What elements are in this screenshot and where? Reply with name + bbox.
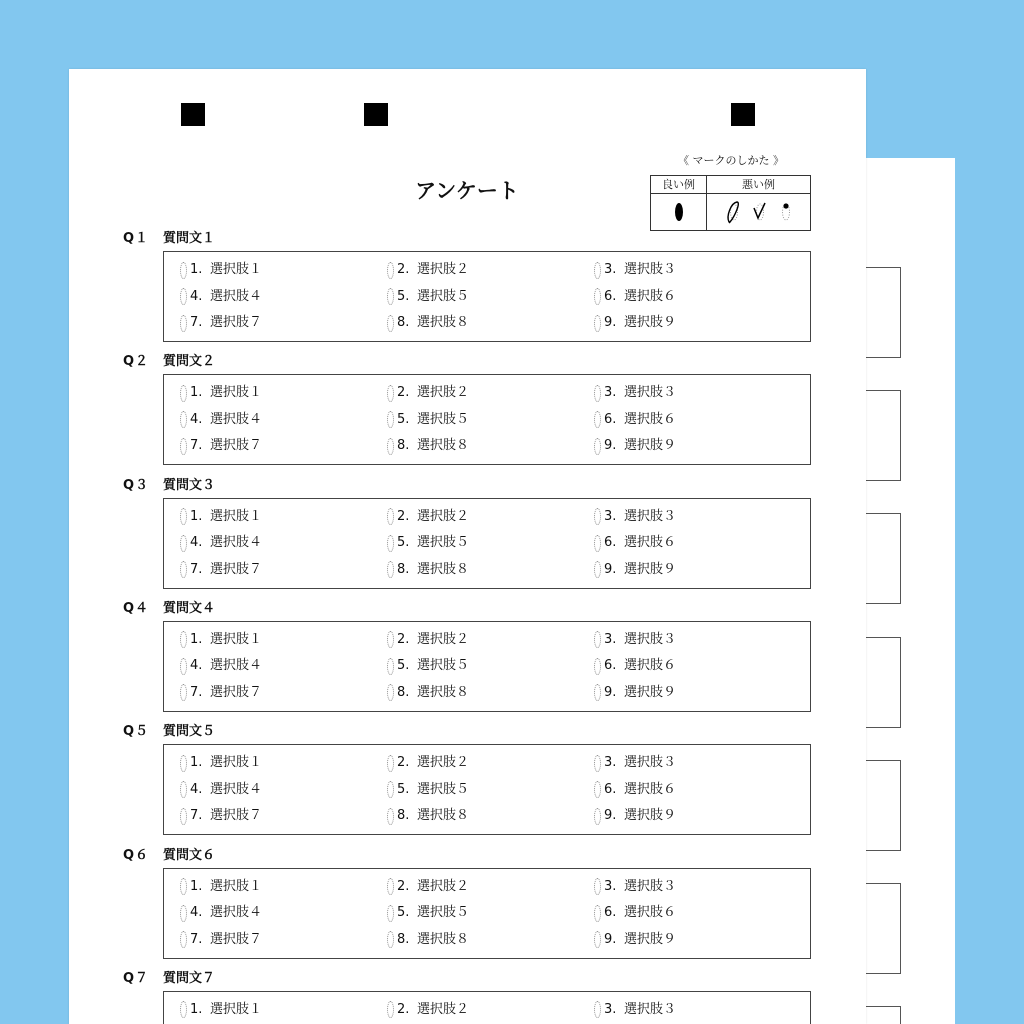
option-item <box>180 631 262 649</box>
option-number: 8. <box>397 931 410 947</box>
option-label: 選択肢８ <box>417 808 470 824</box>
option-label: 選択肢５ <box>417 535 470 551</box>
option-item <box>180 384 262 402</box>
option-label: 選択肢３ <box>624 631 677 647</box>
option-item <box>387 931 469 949</box>
question-block <box>69 478 866 608</box>
option-item <box>180 261 262 279</box>
answer-bubble-icon <box>387 438 394 455</box>
option-label: 選択肢１ <box>210 878 263 894</box>
answer-bubble-icon <box>180 438 187 455</box>
options-box <box>163 991 811 1024</box>
option-label: 選択肢３ <box>624 1001 677 1017</box>
question-text: 質問文４ <box>163 600 216 616</box>
option-label: 選択肢２ <box>417 631 470 647</box>
option-item <box>180 684 262 702</box>
option-label: 選択肢５ <box>417 781 470 797</box>
option-item <box>180 437 262 455</box>
option-item <box>594 437 676 455</box>
option-item <box>180 288 262 306</box>
bad-example-label: 悪い例 <box>707 176 810 194</box>
option-item <box>594 631 676 649</box>
option-label: 選択肢６ <box>624 658 677 674</box>
option-number: 9. <box>604 808 617 824</box>
answer-bubble-icon <box>180 878 187 895</box>
option-number: 8. <box>397 438 410 454</box>
option-label: 選択肢４ <box>210 781 263 797</box>
answer-bubble-icon <box>594 684 601 701</box>
option-item <box>387 1001 469 1019</box>
answer-bubble-icon <box>594 508 601 525</box>
answer-bubble-icon <box>594 438 601 455</box>
answer-bubble-icon <box>387 755 394 772</box>
option-item <box>180 878 262 896</box>
option-label: 選択肢８ <box>417 315 470 330</box>
option-number: 5. <box>397 535 410 551</box>
option-number: 1. <box>190 631 203 647</box>
option-number: 7. <box>190 561 203 577</box>
option-number: 3. <box>604 262 617 277</box>
option-item <box>387 657 469 675</box>
option-item <box>180 1001 262 1019</box>
answer-bubble-icon <box>387 905 394 922</box>
option-number: 3. <box>604 878 617 894</box>
option-item <box>594 411 676 429</box>
options-box <box>163 744 811 835</box>
option-label: 選択肢７ <box>210 931 263 947</box>
option-label: 選択肢２ <box>417 1001 470 1017</box>
option-number: 2. <box>397 508 410 524</box>
option-number: 7. <box>190 808 203 824</box>
answer-bubble-icon <box>180 658 187 675</box>
option-item <box>180 904 262 922</box>
option-item <box>180 754 262 772</box>
option-number: 1. <box>190 385 203 401</box>
option-label: 選択肢８ <box>417 561 470 577</box>
option-item <box>180 931 262 949</box>
answer-bubble-icon <box>594 1001 601 1018</box>
option-item <box>594 904 676 922</box>
option-item <box>594 657 676 675</box>
answer-bubble-icon <box>594 385 601 402</box>
option-label: 選択肢２ <box>417 508 470 524</box>
option-number: 6. <box>604 781 617 797</box>
option-number: 8. <box>397 684 410 700</box>
option-label: 選択肢７ <box>210 808 263 824</box>
option-number: 4. <box>190 535 203 551</box>
option-number: 5. <box>397 905 410 920</box>
answer-bubble-icon <box>387 684 394 701</box>
option-label: 選択肢２ <box>417 385 470 401</box>
answer-bubble-icon <box>594 315 601 332</box>
answer-bubble-icon <box>594 755 601 772</box>
option-item <box>594 931 676 949</box>
question-text: 質問文１ <box>163 231 216 246</box>
option-label: 選択肢２ <box>417 755 470 771</box>
option-label: 選択肢５ <box>417 288 470 304</box>
answer-bubble-icon <box>387 385 394 402</box>
option-label: 選択肢３ <box>624 755 677 771</box>
options-box <box>163 868 811 959</box>
option-label: 選択肢１ <box>210 755 263 771</box>
option-number: 9. <box>604 931 617 947</box>
option-item <box>387 781 469 799</box>
option-label: 選択肢５ <box>417 905 470 920</box>
option-label: 選択肢３ <box>624 262 677 277</box>
option-number: 7. <box>190 438 203 454</box>
option-item <box>387 508 469 526</box>
option-item <box>180 781 262 799</box>
option-number: 5. <box>397 781 410 797</box>
registration-mark <box>731 103 755 126</box>
option-label: 選択肢４ <box>210 288 263 304</box>
answer-bubble-icon <box>594 262 601 279</box>
option-item <box>180 807 262 825</box>
answer-bubble-icon <box>594 878 601 895</box>
option-item <box>180 561 262 579</box>
bad-example-cell <box>707 194 810 230</box>
answer-bubble-icon <box>387 878 394 895</box>
option-label: 選択肢３ <box>624 508 677 524</box>
answer-bubble-icon <box>180 905 187 922</box>
option-number: 3. <box>604 508 617 524</box>
answer-bubble-icon <box>387 781 394 798</box>
option-number: 3. <box>604 1001 617 1017</box>
answer-bubble-icon <box>180 631 187 648</box>
answer-bubble-icon <box>594 658 601 675</box>
option-label: 選択肢３ <box>624 878 677 894</box>
answer-bubble-icon <box>387 315 394 332</box>
answer-bubble-icon <box>180 781 187 798</box>
option-label: 選択肢９ <box>624 684 677 700</box>
good-example-cell <box>651 194 707 230</box>
question-number: Q５ <box>123 724 150 740</box>
question-block <box>69 354 866 484</box>
option-number: 4. <box>190 411 203 427</box>
option-label: 選択肢１ <box>210 1001 263 1017</box>
option-number: 9. <box>604 315 617 330</box>
answer-bubble-icon <box>387 658 394 675</box>
option-item <box>387 411 469 429</box>
option-label: 選択肢４ <box>210 905 263 920</box>
option-item <box>387 261 469 279</box>
option-item <box>387 437 469 455</box>
option-number: 7. <box>190 931 203 947</box>
option-number: 1. <box>190 755 203 771</box>
option-label: 選択肢７ <box>210 438 263 454</box>
answer-bubble-icon <box>180 508 187 525</box>
option-item <box>594 781 676 799</box>
option-label: 選択肢５ <box>417 411 470 427</box>
option-number: 8. <box>397 808 410 824</box>
answer-bubble-icon <box>180 262 187 279</box>
good-example-label: 良い例 <box>651 176 707 194</box>
option-label: 選択肢２ <box>417 878 470 894</box>
page-title: アンケート <box>415 179 519 203</box>
option-number: 6. <box>604 411 617 427</box>
registration-mark <box>181 103 205 126</box>
survey-sheet <box>69 69 866 1024</box>
answer-bubble-icon <box>180 931 187 948</box>
question-block <box>69 231 866 361</box>
option-number: 8. <box>397 315 410 330</box>
option-number: 4. <box>190 905 203 920</box>
answer-bubble-icon <box>180 288 187 305</box>
question-block <box>69 601 866 731</box>
option-item <box>180 411 262 429</box>
option-label: 選択肢８ <box>417 931 470 947</box>
option-number: 2. <box>397 755 410 771</box>
option-item <box>180 508 262 526</box>
option-item <box>594 807 676 825</box>
answer-bubble-icon <box>180 385 187 402</box>
option-label: 選択肢２ <box>417 262 470 277</box>
option-number: 7. <box>190 684 203 700</box>
answer-bubble-icon <box>387 262 394 279</box>
option-label: 選択肢５ <box>417 658 470 674</box>
option-number: 6. <box>604 905 617 920</box>
option-number: 4. <box>190 288 203 304</box>
option-label: 選択肢８ <box>417 438 470 454</box>
option-number: 2. <box>397 1001 410 1017</box>
option-label: 選択肢７ <box>210 684 263 700</box>
option-label: 選択肢１ <box>210 385 263 401</box>
option-item <box>594 534 676 552</box>
option-label: 選択肢７ <box>210 315 263 330</box>
filled-mark-icon <box>651 194 706 230</box>
options-box <box>163 251 811 342</box>
option-item <box>594 561 676 579</box>
answer-bubble-icon <box>594 808 601 825</box>
option-item <box>387 288 469 306</box>
option-label: 選択肢７ <box>210 561 263 577</box>
option-item <box>387 684 469 702</box>
options-box <box>163 498 811 589</box>
option-item <box>387 631 469 649</box>
answer-bubble-icon <box>387 1001 394 1018</box>
option-label: 選択肢１ <box>210 508 263 524</box>
answer-bubble-icon <box>594 905 601 922</box>
question-number: Q３ <box>123 477 150 493</box>
option-item <box>594 1001 676 1019</box>
option-item <box>180 657 262 675</box>
option-number: 9. <box>604 561 617 577</box>
option-item <box>180 314 262 332</box>
option-item <box>387 534 469 552</box>
option-label: 選択肢９ <box>624 315 677 330</box>
mark-guide-heading: 《 マークのしかた 》 <box>678 154 784 167</box>
option-number: 7. <box>190 315 203 330</box>
option-label: 選択肢８ <box>417 684 470 700</box>
option-label: 選択肢４ <box>210 411 263 427</box>
option-item <box>387 807 469 825</box>
answer-bubble-icon <box>387 631 394 648</box>
answer-bubble-icon <box>387 561 394 578</box>
option-label: 選択肢９ <box>624 931 677 947</box>
option-number: 4. <box>190 658 203 674</box>
option-label: 選択肢６ <box>624 781 677 797</box>
answer-bubble-icon <box>180 1001 187 1018</box>
option-label: 選択肢６ <box>624 288 677 304</box>
option-item <box>594 684 676 702</box>
answer-bubble-icon <box>180 808 187 825</box>
question-text: 質問文６ <box>163 847 216 863</box>
answer-bubble-icon <box>594 561 601 578</box>
option-number: 9. <box>604 684 617 700</box>
option-number: 2. <box>397 262 410 277</box>
answer-bubble-icon <box>594 535 601 552</box>
option-label: 選択肢４ <box>210 535 263 551</box>
option-label: 選択肢９ <box>624 808 677 824</box>
option-number: 3. <box>604 631 617 647</box>
option-number: 1. <box>190 262 203 277</box>
answer-bubble-icon <box>387 535 394 552</box>
answer-bubble-icon <box>387 808 394 825</box>
question-number: Q６ <box>123 847 150 863</box>
option-item <box>594 754 676 772</box>
option-item <box>387 754 469 772</box>
option-item <box>387 904 469 922</box>
answer-bubble-icon <box>594 631 601 648</box>
bad-marks-icon <box>707 194 810 230</box>
option-number: 2. <box>397 385 410 401</box>
option-number: 9. <box>604 438 617 454</box>
mark-guide-table <box>650 175 811 231</box>
answer-bubble-icon <box>594 411 601 428</box>
registration-mark <box>364 103 388 126</box>
option-item <box>387 561 469 579</box>
answer-bubble-icon <box>180 411 187 428</box>
answer-bubble-icon <box>180 755 187 772</box>
question-text: 質問文７ <box>163 970 216 986</box>
question-block <box>69 724 866 854</box>
option-label: 選択肢９ <box>624 561 677 577</box>
answer-bubble-icon <box>594 931 601 948</box>
options-box <box>163 374 811 465</box>
option-item <box>594 384 676 402</box>
option-item <box>594 288 676 306</box>
option-item <box>594 261 676 279</box>
option-number: 8. <box>397 561 410 577</box>
option-number: 5. <box>397 411 410 427</box>
answer-bubble-icon <box>387 508 394 525</box>
option-number: 3. <box>604 385 617 401</box>
option-number: 1. <box>190 1001 203 1017</box>
question-number: Q１ <box>123 231 150 246</box>
option-number: 6. <box>604 288 617 304</box>
question-number: Q４ <box>123 600 150 616</box>
option-label: 選択肢３ <box>624 385 677 401</box>
answer-bubble-icon <box>594 781 601 798</box>
option-label: 選択肢６ <box>624 535 677 551</box>
question-text: 質問文５ <box>163 724 216 740</box>
option-label: 選択肢９ <box>624 438 677 454</box>
option-item <box>387 384 469 402</box>
option-number: 1. <box>190 508 203 524</box>
option-item <box>594 878 676 896</box>
answer-bubble-icon <box>180 535 187 552</box>
question-number: Q２ <box>123 354 150 370</box>
option-item <box>387 878 469 896</box>
option-number: 5. <box>397 658 410 674</box>
option-number: 1. <box>190 878 203 894</box>
question-number: Q７ <box>123 970 150 986</box>
option-number: 6. <box>604 658 617 674</box>
answer-bubble-icon <box>387 931 394 948</box>
answer-bubble-icon <box>594 288 601 305</box>
option-label: 選択肢６ <box>624 905 677 920</box>
options-box <box>163 621 811 712</box>
question-block <box>69 848 866 978</box>
option-label: 選択肢４ <box>210 658 263 674</box>
option-number: 6. <box>604 535 617 551</box>
question-block <box>69 971 866 1024</box>
option-number: 2. <box>397 631 410 647</box>
option-number: 4. <box>190 781 203 797</box>
question-text: 質問文３ <box>163 477 216 493</box>
option-item <box>387 314 469 332</box>
option-label: 選択肢１ <box>210 262 263 277</box>
option-number: 5. <box>397 288 410 304</box>
option-item <box>180 534 262 552</box>
option-label: 選択肢６ <box>624 411 677 427</box>
answer-bubble-icon <box>387 288 394 305</box>
option-number: 2. <box>397 878 410 894</box>
answer-bubble-icon <box>180 561 187 578</box>
option-item <box>594 314 676 332</box>
answer-bubble-icon <box>387 411 394 428</box>
question-text: 質問文２ <box>163 354 216 370</box>
answer-bubble-icon <box>180 315 187 332</box>
option-number: 3. <box>604 755 617 771</box>
option-label: 選択肢１ <box>210 631 263 647</box>
option-item <box>594 508 676 526</box>
answer-bubble-icon <box>180 684 187 701</box>
